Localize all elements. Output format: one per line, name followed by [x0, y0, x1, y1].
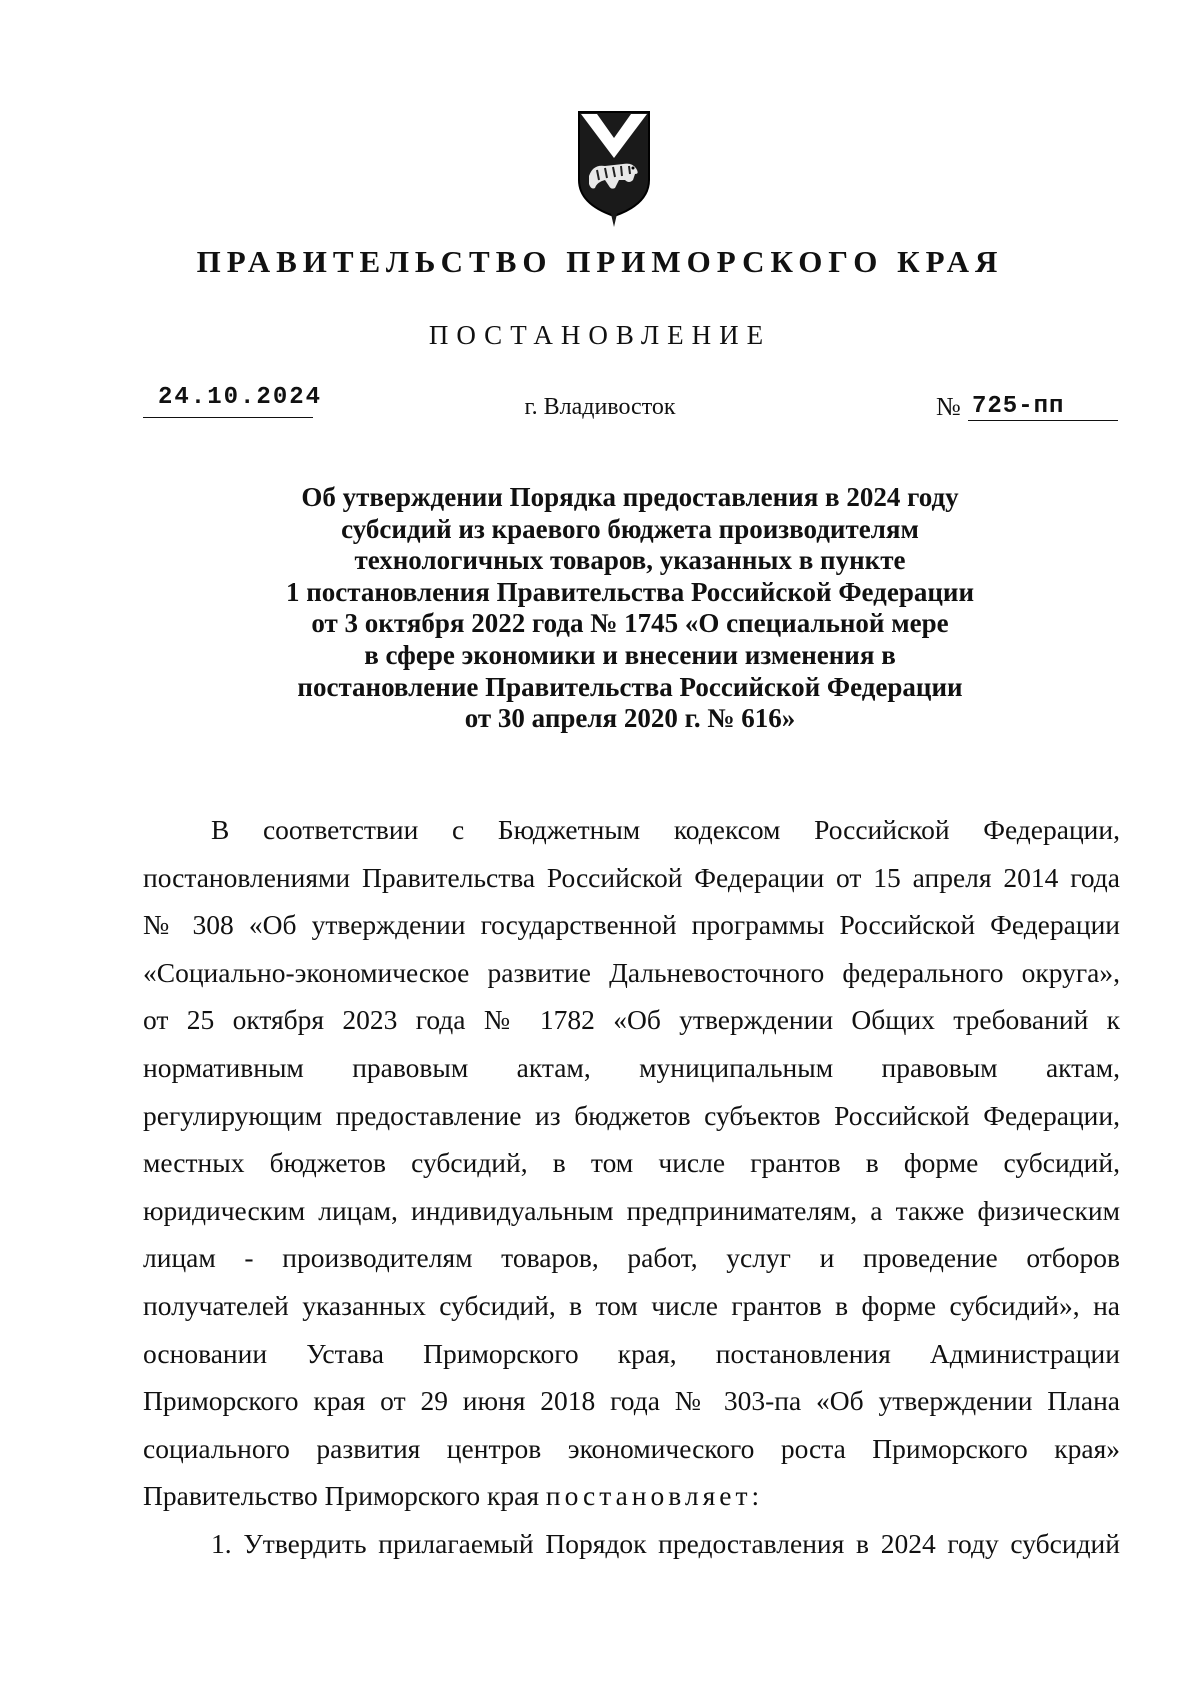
body-line: лицам - производителям товаров, работ, услуг и проведение отборов: [143, 1242, 1120, 1274]
body-line: Приморского края от 29 июня 2018 года № 303-па «Об утверждении Плана: [143, 1385, 1120, 1417]
body-line: социального развития центров экономического роста Приморского края»: [143, 1432, 1120, 1464]
body-line: получателей указанных субсидий, в том числе грантов в форме субсидий», на: [143, 1289, 1120, 1321]
subject-line: субсидий из краевого бюджета производителям: [341, 513, 919, 544]
body-line: «Социально-экономическое развитие Дальневосточного федерального округа»,: [143, 956, 1120, 988]
body-line: юридическим лицам, индивидуальным предпринимателям, а также физическим: [143, 1194, 1120, 1226]
decree-verb: постановляет:: [545, 1480, 764, 1512]
document-subject: [140, 482, 1120, 735]
body-line-decree: [143, 1472, 1120, 1520]
subject-line: 1 постановления Правительства Российской Федерации: [285, 576, 975, 607]
body-line: основании Устава Приморского края, постановления Администрации: [143, 1337, 1120, 1369]
number-underline: [968, 420, 1118, 421]
subject-line: от 30 апреля 2020 г. № 616»: [464, 703, 796, 734]
subject-line: от 3 октября 2022 года № 1745 «О специальной мере: [311, 608, 949, 639]
body-line: от 25 октября 2023 года № 1782 «Об утверждении Общих требований к: [143, 1004, 1120, 1036]
body-line: № 308 «Об утверждении государственной программы Российской Федерации: [143, 909, 1120, 941]
subject-line: Об утверждении Порядка предоставления в 2024 году: [301, 482, 959, 512]
document-number: 725-пп: [972, 393, 1065, 420]
body-line: В соответствии с Бюджетным кодексом Российской Федерации,: [211, 814, 1120, 845]
subject-line: технологичных товаров, указанных в пункте: [354, 545, 906, 576]
subject-line: постановление Правительства Российской Федерации: [297, 671, 963, 702]
government-title: ПРАВИТЕЛЬСТВО ПРИМОРСКОГО КРАЯ: [196, 244, 1004, 279]
document-type: ПОСТАНОВЛЕНИЕ: [428, 320, 772, 350]
document-city: г. Владивосток: [524, 394, 676, 420]
body-item-1: 1. Утвердить прилагаемый Порядок предоставления в 2024 году субсидий: [211, 1527, 1120, 1559]
document-body: [143, 806, 1120, 1568]
body-line: постановлениями Правительства Российской Федерации от 15 апреля 2014 года: [143, 861, 1120, 893]
number-sign: №: [936, 392, 961, 421]
decree-subject: Правительство Приморского края: [143, 1480, 539, 1512]
body-line: нормативным правовым актам, муниципальным правовым актам,: [143, 1051, 1120, 1083]
document-date: 24.10.2024: [158, 384, 323, 411]
subject-line: в сфере экономики и внесении изменения в: [364, 639, 896, 670]
body-line: местных бюджетов субсидий, в том числе грантов в форме субсидий,: [143, 1147, 1120, 1179]
coat-of-arms-icon: [575, 110, 653, 228]
body-line: регулирующим предоставление из бюджетов субъектов Российской Федерации,: [143, 1099, 1120, 1131]
